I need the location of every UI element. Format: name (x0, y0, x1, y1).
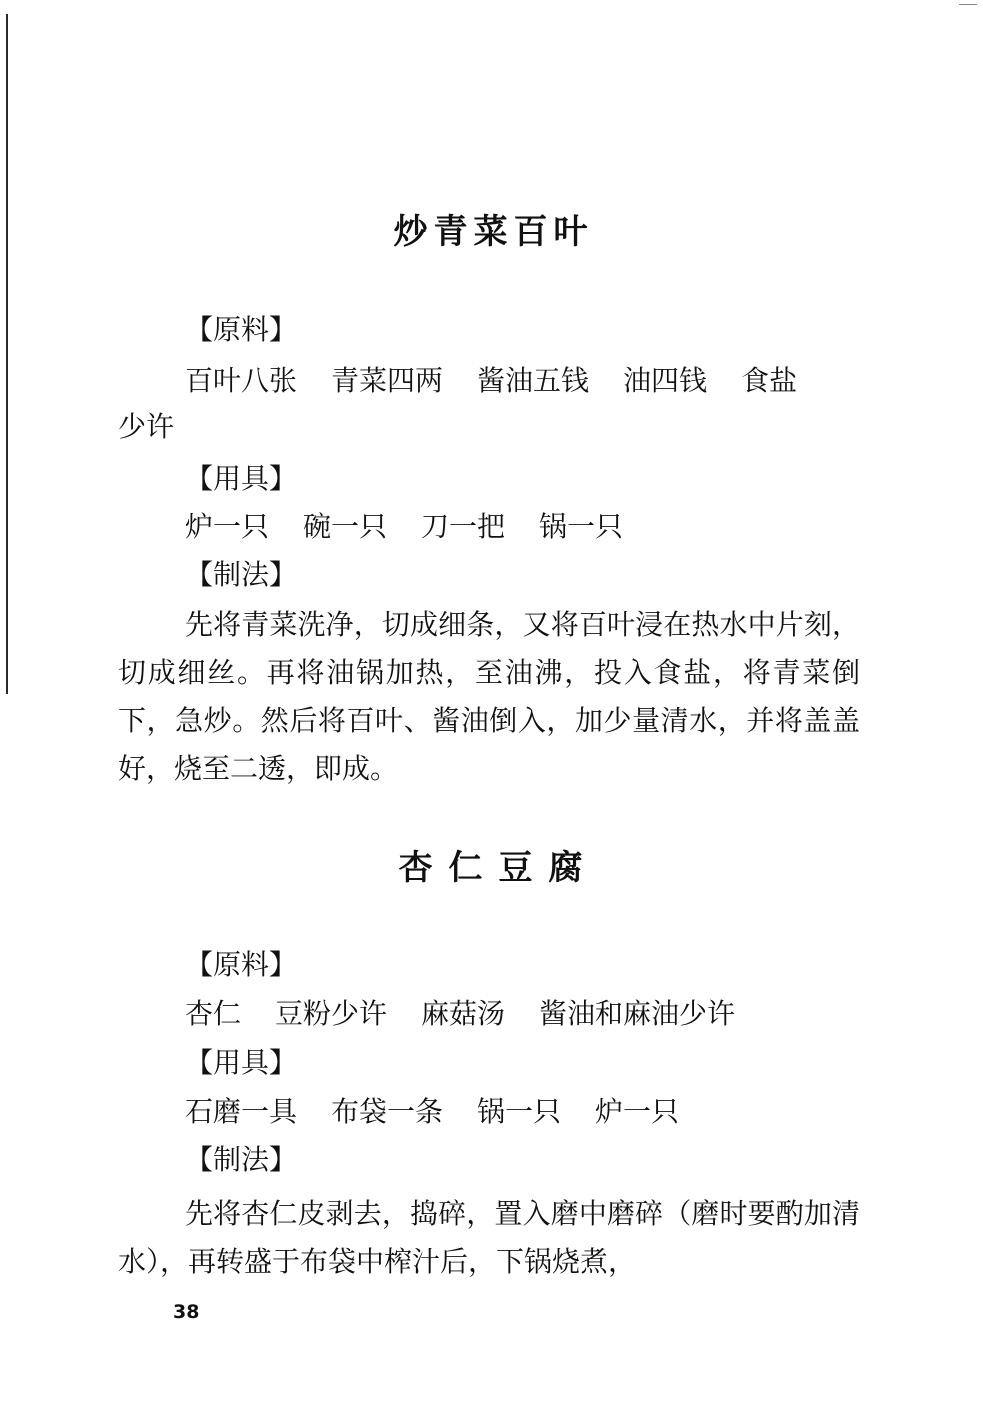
ingredients-list (185, 996, 865, 1032)
tool-item: 炉一只 (595, 1095, 680, 1128)
book-page (118, 0, 863, 1401)
tool-item: 碗一只 (303, 510, 388, 543)
tools-list (185, 509, 865, 545)
ingredient-item: 青菜四两 (331, 364, 444, 397)
ingredient-item: 百叶八张 (185, 364, 298, 397)
method-label: 【制法】 (185, 558, 298, 591)
ingredient-item: 杏仁 (185, 997, 242, 1030)
scan-mark (959, 4, 977, 5)
tool-item: 刀一把 (421, 510, 506, 543)
tool-item: 锅一只 (539, 510, 624, 543)
tools-label: 【用具】 (185, 462, 298, 495)
ingredient-item: 酱油和麻油少许 (539, 997, 736, 1030)
ingredients-label: 【原料】 (185, 948, 298, 981)
ingredient-item: 豆粉少许 (275, 997, 388, 1030)
tools-label: 【用具】 (185, 1046, 298, 1079)
ingredients-label: 【原料】 (185, 313, 298, 346)
ingredient-item: 油四钱 (623, 364, 708, 397)
page-number: 38 (173, 1301, 200, 1323)
tool-item: 炉一只 (185, 510, 270, 543)
ingredient-item: 酱油五钱 (477, 364, 590, 397)
ingredient-item: 麻菇汤 (421, 997, 506, 1030)
ingredient-item: 食盐 (741, 364, 798, 397)
method-text: 先将青菜洗净，切成细条，又将百叶浸在热水中片刻，切成细丝。再将油锅加热，至油沸，投入食盐，将青菜倒下，急炒。然后将百叶、酱油倒入，加少量清水，并将盖盖好，烧至二透，即成。 (118, 608, 860, 785)
recipe-title: 杏仁豆腐 (398, 848, 599, 888)
ingredient-item-wrap: 少许 (118, 410, 175, 443)
ingredients-list (185, 363, 865, 399)
recipe-title: 炒青菜百叶 (393, 212, 594, 252)
method-text: 先将杏仁皮剥去，捣碎，置入磨中磨碎（磨时要酌加清水），再转盛于布袋中榨汁后，下锅烧煮， (118, 1197, 860, 1278)
tool-item: 布袋一条 (331, 1095, 444, 1128)
scan-edge-line (6, 14, 8, 694)
tool-item: 锅一只 (477, 1095, 562, 1128)
tool-item: 石磨一具 (185, 1095, 298, 1128)
tools-list (185, 1094, 865, 1130)
method-label: 【制法】 (185, 1143, 298, 1176)
